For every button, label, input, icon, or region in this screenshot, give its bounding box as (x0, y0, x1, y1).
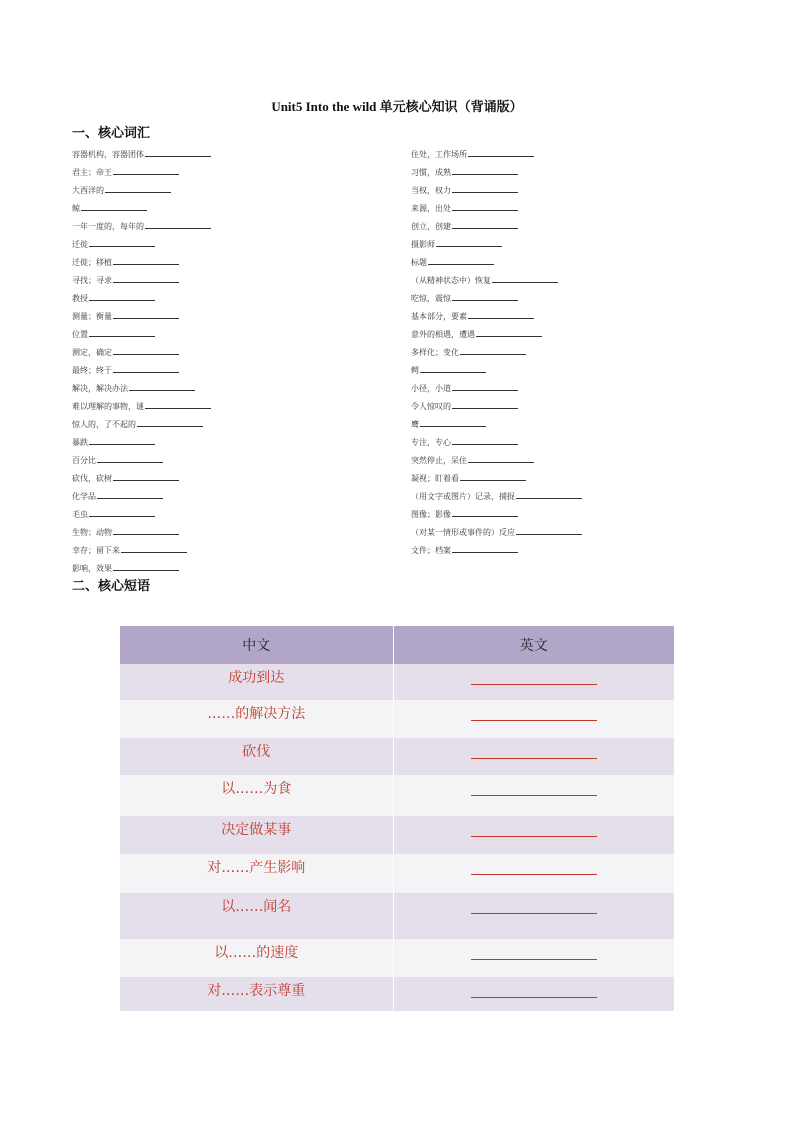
vocab-item: 意外的相遇，遭遇 (411, 326, 582, 344)
phrase-chinese: 以……为食 (221, 781, 292, 797)
answer-line[interactable] (471, 874, 597, 875)
table-row (120, 939, 674, 977)
vocab-item: 摄影师 (411, 236, 582, 254)
answer-line[interactable] (471, 997, 597, 998)
vocab-item: 君主；帝王 (72, 164, 211, 182)
answer-blank[interactable] (436, 237, 502, 247)
vocab-item: 当权，权力 (411, 182, 582, 200)
section-heading-phrases: 二、核心短语 (72, 579, 151, 594)
phrase-chinese: ……的解决方法 (207, 706, 306, 722)
vocab-item: 基本部分，要素 (411, 308, 582, 326)
table-header-row (120, 626, 674, 664)
vocab-item: 令人惊叹的 (411, 398, 582, 416)
table-row (120, 664, 674, 700)
answer-blank[interactable] (89, 435, 155, 445)
answer-blank[interactable] (97, 489, 163, 499)
vocab-item: 影响，效果 (72, 560, 211, 578)
vocab-item: 创立，创建 (411, 218, 582, 236)
table-row (120, 775, 674, 816)
answer-blank[interactable] (89, 291, 155, 301)
vocab-item: 暴跌 (72, 434, 211, 452)
vocab-item: 标题 (411, 254, 582, 272)
vocab-item: 测量；衡量 (72, 308, 211, 326)
vocabulary-list-right (411, 146, 582, 560)
answer-blank[interactable] (113, 525, 179, 535)
answer-line[interactable] (471, 720, 597, 721)
vocab-item: 凝视；盯着看 (411, 470, 582, 488)
answer-blank[interactable] (468, 453, 534, 463)
vocab-item: 毛虫 (72, 506, 211, 524)
answer-blank[interactable] (452, 165, 518, 175)
answer-blank[interactable] (516, 525, 582, 535)
vocab-item: 砍伐，砍树 (72, 470, 211, 488)
phrase-chinese: 砍伐 (242, 744, 271, 760)
answer-blank[interactable] (89, 327, 155, 337)
answer-blank[interactable] (145, 399, 211, 409)
answer-blank[interactable] (145, 147, 211, 157)
phrase-chinese: 决定做某事 (221, 822, 292, 838)
answer-line[interactable] (471, 836, 597, 837)
answer-blank[interactable] (89, 237, 155, 247)
column-header-english: 英文 (393, 626, 674, 664)
answer-blank[interactable] (113, 273, 179, 283)
vocab-item: 迁徙；移植 (72, 254, 211, 272)
vocab-item: 寻找；寻求 (72, 272, 211, 290)
answer-line[interactable] (471, 959, 597, 960)
vocab-item: 解决，解决办法 (72, 380, 211, 398)
column-header-chinese: 中文 (120, 626, 393, 664)
answer-blank[interactable] (452, 201, 518, 211)
table-row (120, 816, 674, 854)
answer-blank[interactable] (145, 219, 211, 229)
vocab-item: 幸存；留下来 (72, 542, 211, 560)
answer-blank[interactable] (476, 327, 542, 337)
vocab-item: 习惯，成熟 (411, 164, 582, 182)
vocab-item: 鹰 (411, 416, 582, 434)
answer-blank[interactable] (113, 363, 179, 373)
vocab-item: 生物；动物 (72, 524, 211, 542)
answer-blank[interactable] (468, 147, 534, 157)
vocab-item: 图像；影像 (411, 506, 582, 524)
answer-blank[interactable] (452, 381, 518, 391)
document-title: Unit5 Into the wild 单元核心知识（背诵版） (271, 99, 523, 114)
phrase-chinese: 对……产生影响 (207, 860, 306, 876)
vocab-item: 鲸 (72, 200, 211, 218)
answer-blank[interactable] (452, 291, 518, 301)
phrase-chinese: 以……闻名 (221, 899, 292, 915)
answer-blank[interactable] (113, 165, 179, 175)
answer-blank[interactable] (121, 543, 187, 553)
vocab-item: 住处，工作场所 (411, 146, 582, 164)
table-row (120, 893, 674, 939)
table-row (120, 854, 674, 893)
answer-blank[interactable] (460, 471, 526, 481)
answer-blank[interactable] (452, 399, 518, 409)
answer-blank[interactable] (492, 273, 558, 283)
answer-blank[interactable] (97, 453, 163, 463)
vocab-item: 难以理解的事物，谜 (72, 398, 211, 416)
vocab-item: 测定，确定 (72, 344, 211, 362)
phrase-table (120, 626, 674, 1011)
vocab-item: 小径，小道 (411, 380, 582, 398)
vocab-item: 一年一度的，每年的 (72, 218, 211, 236)
vocab-item: 专注，专心 (411, 434, 582, 452)
vocab-item: 大西洋的 (72, 182, 211, 200)
answer-blank[interactable] (460, 345, 526, 355)
vocab-item: 突然停止，呆住 (411, 452, 582, 470)
answer-blank[interactable] (452, 543, 518, 553)
table-row (120, 700, 674, 738)
answer-blank[interactable] (113, 309, 179, 319)
answer-blank[interactable] (420, 363, 486, 373)
vocab-item: 最终；终于 (72, 362, 211, 380)
answer-blank[interactable] (452, 183, 518, 193)
vocab-item: 百分比 (72, 452, 211, 470)
answer-blank[interactable] (113, 345, 179, 355)
vocab-item: 化学品 (72, 488, 211, 506)
answer-blank[interactable] (105, 183, 171, 193)
phrase-chinese: 以……的速度 (214, 945, 299, 961)
answer-blank[interactable] (468, 309, 534, 319)
vocab-item: 来源，出处 (411, 200, 582, 218)
answer-blank[interactable] (516, 489, 582, 499)
vocab-item: 迁徙 (72, 236, 211, 254)
answer-line[interactable] (471, 795, 597, 796)
answer-blank[interactable] (113, 561, 179, 571)
vocab-item: 多样化；变化 (411, 344, 582, 362)
vocab-item: 位置 (72, 326, 211, 344)
vocab-item: 教授 (72, 290, 211, 308)
answer-blank[interactable] (81, 201, 147, 211)
vocab-item: （对某一情形或事件的）反应 (411, 524, 582, 542)
answer-blank[interactable] (137, 417, 203, 427)
answer-blank[interactable] (452, 435, 518, 445)
answer-blank[interactable] (452, 507, 518, 517)
answer-blank[interactable] (113, 471, 179, 481)
answer-blank[interactable] (113, 255, 179, 265)
vocab-item: 鳄 (411, 362, 582, 380)
answer-blank[interactable] (420, 417, 486, 427)
answer-line[interactable] (471, 684, 597, 685)
vocab-item: 惊人的，了不起的 (72, 416, 211, 434)
table-row (120, 738, 674, 775)
vocabulary-list-left (72, 146, 211, 578)
answer-line[interactable] (471, 758, 597, 759)
vocab-item: 吃惊，震惊 (411, 290, 582, 308)
phrase-chinese: 对……表示尊重 (207, 983, 306, 999)
answer-line[interactable] (471, 913, 597, 914)
table-row (120, 977, 674, 1011)
phrase-chinese: 成功到达 (228, 670, 285, 686)
answer-blank[interactable] (129, 381, 195, 391)
answer-blank[interactable] (89, 507, 155, 517)
section-heading-vocabulary: 一、核心词汇 (72, 126, 151, 141)
vocab-item: （从精神状态中）恢复 (411, 272, 582, 290)
answer-blank[interactable] (428, 255, 494, 265)
vocab-item: 容器机构，容器团体 (72, 146, 211, 164)
answer-blank[interactable] (452, 219, 518, 229)
vocab-item: 文件；档案 (411, 542, 582, 560)
vocab-item: （用文字或图片）记录，捕捉 (411, 488, 582, 506)
